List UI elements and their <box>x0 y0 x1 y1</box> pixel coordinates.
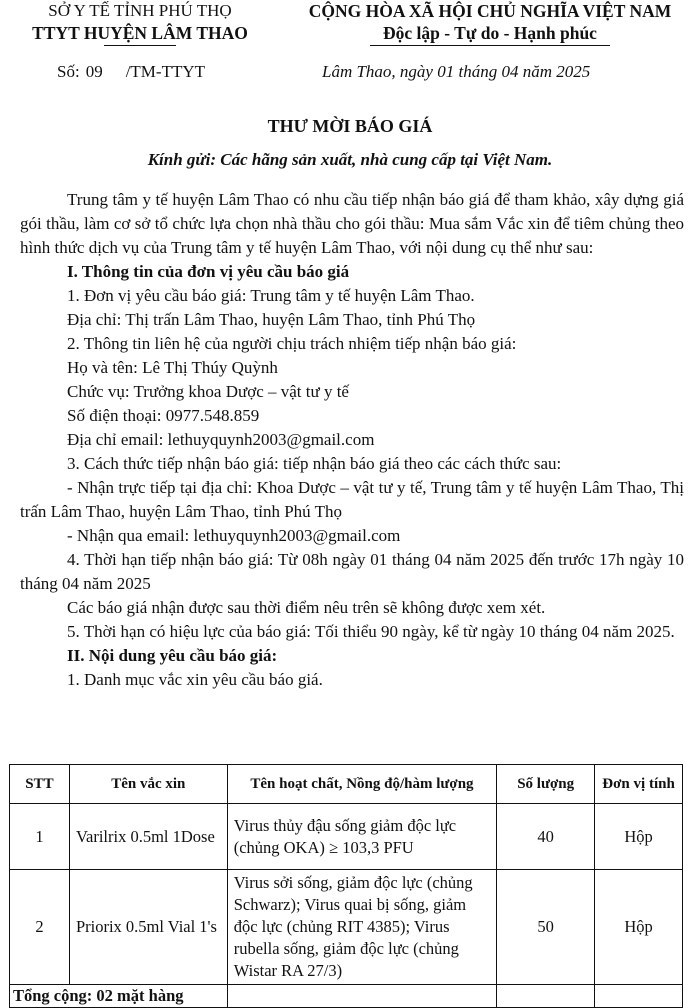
cell-vaccine-name: Varilrix 0.5ml 1Dose <box>69 804 227 870</box>
header-right-underline <box>370 45 610 46</box>
header-vaccine-name: Tên vắc xin <box>69 765 227 804</box>
vaccine-table <box>9 764 683 1008</box>
table-total-row <box>10 985 683 1008</box>
motto-slogan: Độc lập - Tự do - Hạnh phúc <box>383 23 597 43</box>
receiving-method-email: - Nhận qua email: lethuyquynh2003@gmail.com <box>67 526 401 545</box>
document-number <box>57 60 205 84</box>
cell-unit: Hộp <box>595 870 683 985</box>
header-active-ingredient: Tên hoạt chất, Nồng độ/hàm lượng <box>227 765 497 804</box>
unit-address: Địa chỉ: Thị trấn Lâm Thao, huyện Lâm Thao, tỉnh Phú Thọ <box>67 310 476 329</box>
number-label: Số: <box>57 62 80 81</box>
header-quantity: Số lượng <box>497 765 595 804</box>
number-value: 09 <box>85 62 103 81</box>
vaccine-list-heading: 1. Danh mục vắc xin yêu cầu báo giá. <box>67 670 323 689</box>
issuing-organization <box>10 0 270 46</box>
country-name: CỘNG HÒA XÃ HỘI CHỦ NGHĨA VIỆT NAM <box>308 1 672 21</box>
quote-validity: 5. Thời hạn có hiệu lực của báo giá: Tối thiểu 90 ngày, kể từ ngày 10 tháng 04 năm 2025. <box>67 622 675 641</box>
header-unit: Đơn vị tính <box>595 765 683 804</box>
contact-name: Họ và tên: Lê Thị Thúy Quỳnh <box>67 358 278 377</box>
requesting-unit: 1. Đơn vị yêu cầu báo giá: Trung tâm y tế huyện Lâm Thao. <box>67 286 475 305</box>
contact-phone: Số điện thoại: 0977.548.859 <box>67 406 260 425</box>
header-left-underline <box>104 45 176 46</box>
late-submission-note: Các báo giá nhận được sau thời điểm nêu trên sẽ không được xem xét. <box>67 598 546 617</box>
number-code: /TM-TTYT <box>125 62 206 81</box>
cell-unit: Hộp <box>595 804 683 870</box>
greeting: Kính gửi: Các hãng sản xuất, nhà cung cấp tại Việt Nam. <box>147 150 553 169</box>
place-date: Lâm Thao, ngày 01 tháng 04 năm 2025 <box>322 62 591 81</box>
receiving-deadline: 4. Thời hạn tiếp nhận báo giá: Từ 08h ngày 01 tháng 04 năm 2025 đến trước 17h ngày 10 tháng 04 năm 2025 <box>20 550 684 593</box>
table-row <box>10 804 683 870</box>
total-label: Tổng cộng: 02 mặt hàng <box>10 985 228 1008</box>
header-stt: STT <box>10 765 70 804</box>
total-empty-cell <box>227 985 497 1008</box>
cell-vaccine-name: Priorix 0.5ml Vial 1's <box>69 870 227 985</box>
cell-stt: 2 <box>10 870 70 985</box>
total-empty-cell <box>595 985 683 1008</box>
department-name: SỞ Y TẾ TỈNH PHÚ THỌ <box>48 1 232 20</box>
intro-paragraph: Trung tâm y tế huyện Lâm Thao có nhu cầu tiếp nhận báo giá để tham khảo, xây dựng giá gói thầu, làm cơ sở tổ chức lựa chọn nhà thầu cho gói thầu: Mua sắm Vắc xin để tiêm chủng theo hình thức dịch vụ của Trung tâm y tế huyện Lâm Thao, với nội dung cụ thể như sau: <box>20 190 684 257</box>
center-name: TTYT HUYỆN LÂM THAO <box>32 23 248 43</box>
cell-stt: 1 <box>10 804 70 870</box>
contact-position: Chức vụ: Trưởng khoa Dược – vật tư y tế <box>67 382 349 401</box>
national-motto <box>285 0 695 46</box>
contact-info-heading: 2. Thông tin liên hệ của người chịu trách nhiệm tiếp nhận báo giá: <box>67 334 517 353</box>
cell-active-ingredient: Virus sởi sống, giảm độc lực (chủng Schwarz); Virus quai bị sống, giảm độc lực (chủng RIT 4385); Virus rubella sống, giảm độc lực (chủng Wistar RA 27/3) <box>227 870 497 985</box>
table-row <box>10 870 683 985</box>
section-2-heading: II. Nội dung yêu cầu báo giá: <box>67 646 278 665</box>
section-1-heading: I. Thông tin của đơn vị yêu cầu báo giá <box>67 262 350 281</box>
contact-email: Địa chỉ email: lethuyquynh2003@gmail.com <box>67 430 375 449</box>
receiving-method-heading: 3. Cách thức tiếp nhận báo giá: tiếp nhận báo giá theo các cách thức sau: <box>67 454 562 473</box>
cell-quantity: 50 <box>497 870 595 985</box>
total-empty-cell <box>497 985 595 1008</box>
document-title: THƯ MỜI BÁO GIÁ <box>267 116 433 136</box>
cell-quantity: 40 <box>497 804 595 870</box>
receiving-method-direct: - Nhận trực tiếp tại địa chỉ: Khoa Dược – vật tư y tế, Trung tâm y tế huyện Lâm Thao, Thị trấn Lâm Thao, huyện Lâm Thao, tỉnh Phú Thọ <box>20 478 684 521</box>
table-header-row <box>10 765 683 804</box>
letter-body <box>20 188 684 692</box>
cell-active-ingredient: Virus thủy đậu sống giảm độc lực (chủng OKA) ≥ 103,3 PFU <box>227 804 497 870</box>
